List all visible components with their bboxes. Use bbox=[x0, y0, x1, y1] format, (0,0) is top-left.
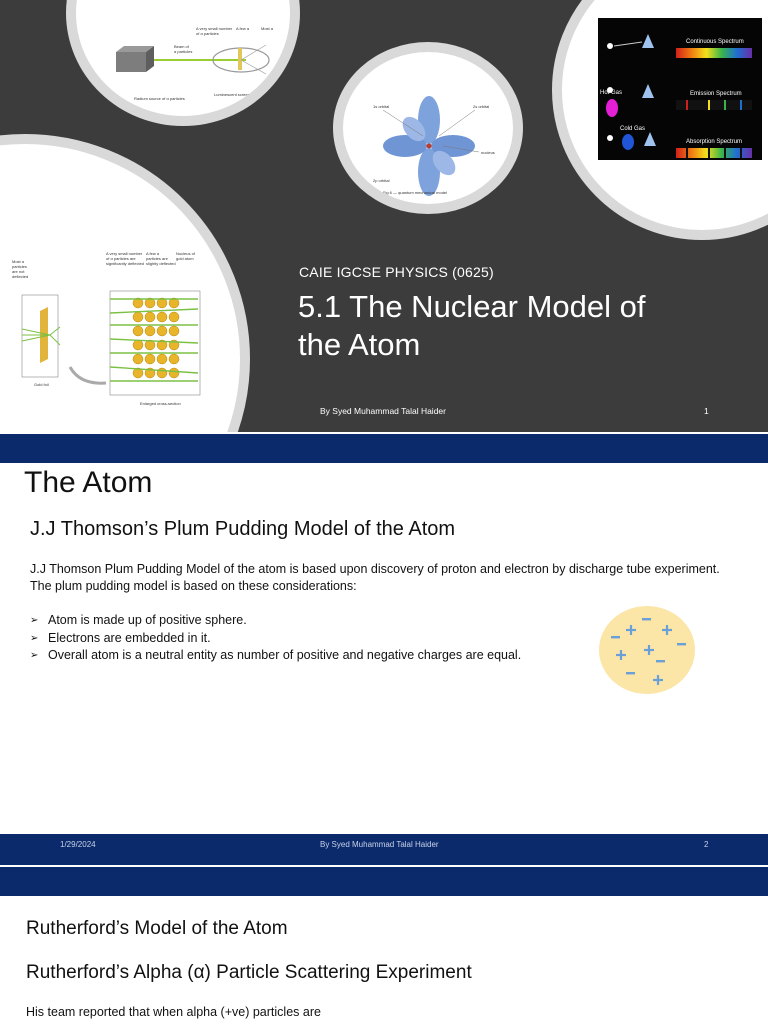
spectrum-label-continuous: Continuous Spectrum bbox=[686, 39, 744, 45]
slide2-footer-bar bbox=[0, 834, 768, 865]
svg-text:A few α: A few α bbox=[236, 26, 250, 31]
svg-text:2s orbital: 2s orbital bbox=[473, 104, 490, 109]
arrow-bullet-icon: ➢ bbox=[30, 632, 39, 644]
slide-subtitle: CAIE IGCSE PHYSICS (0625) bbox=[299, 264, 494, 280]
spectrum-label-absorption: Absorption Spectrum bbox=[686, 139, 743, 145]
hot-gas-label: Hot Gas bbox=[600, 90, 623, 96]
svg-text:Beam of: Beam of bbox=[174, 44, 189, 49]
section-heading: J.J Thomson’s Plum Pudding Model of the Atom bbox=[30, 518, 456, 540]
slide-title: 5.1 The Nuclear Model of the Atom bbox=[298, 289, 646, 362]
svg-text:2p orbital: 2p orbital bbox=[373, 178, 390, 183]
slide-author: By Syed Muhammad Talal Haider bbox=[320, 406, 446, 416]
svg-text:Luminescent screen: Luminescent screen bbox=[214, 92, 250, 97]
setup-image-circle bbox=[66, 0, 300, 126]
svg-text:of α particles: of α particles bbox=[196, 31, 219, 36]
svg-text:A few α: A few α bbox=[146, 251, 160, 256]
title-slide bbox=[0, 0, 768, 432]
svg-text:of α particles are: of α particles are bbox=[106, 256, 136, 261]
list-item bbox=[30, 647, 521, 665]
list-item-text: Atom is made up of positive sphere. bbox=[48, 613, 247, 627]
svg-text:Radium source of α particles: Radium source of α particles bbox=[134, 96, 185, 101]
slide2-header-bar bbox=[0, 434, 768, 463]
footer-author: By Syed Muhammad Talal Haider bbox=[320, 840, 439, 849]
spectra-image-circle bbox=[552, 0, 768, 240]
svg-text:1s orbital: 1s orbital bbox=[373, 104, 390, 109]
list-item bbox=[30, 612, 521, 630]
scattering-setup-diagram bbox=[76, 0, 290, 116]
arrow-bullet-icon: ➢ bbox=[30, 615, 39, 626]
footer-page-number: 2 bbox=[704, 840, 709, 849]
svg-text:slightly deflected: slightly deflected bbox=[146, 261, 176, 266]
orbital-model-diagram bbox=[343, 52, 513, 204]
cold-gas-label: Cold Gas bbox=[620, 126, 646, 132]
svg-text:particles are: particles are bbox=[146, 256, 168, 261]
rutherford-paragraph: His team reported that when alpha (+ve) particles are bbox=[26, 1005, 321, 1019]
svg-text:Fig 6 — quantum mechanical mod: Fig 6 — quantum mechanical model bbox=[383, 190, 448, 195]
svg-text:nucleus: nucleus bbox=[481, 150, 495, 155]
list-item-text: Overall atom is a neutral entity as number of positive and negative charges are equal. bbox=[48, 648, 522, 662]
svg-text:Gold foil: Gold foil bbox=[34, 382, 49, 387]
svg-text:gold atom: gold atom bbox=[176, 256, 194, 261]
orbital-image-circle bbox=[333, 42, 523, 214]
svg-text:Nucleus of: Nucleus of bbox=[176, 251, 195, 256]
alpha-scattering-heading: Rutherford’s Alpha (α) Particle Scattering Experiment bbox=[26, 962, 472, 983]
list-item-text: Electrons are embedded in it. bbox=[48, 630, 211, 645]
svg-text:significantly deflected: significantly deflected bbox=[106, 261, 145, 266]
slide3-header-bar bbox=[0, 867, 768, 896]
plum-pudding-diagram bbox=[598, 604, 696, 696]
svg-text:Enlarged cross-section: Enlarged cross-section bbox=[140, 401, 181, 406]
svg-text:particles: particles bbox=[12, 264, 27, 269]
svg-text:α particles: α particles bbox=[174, 49, 193, 54]
list-item bbox=[30, 630, 521, 648]
spectra-diagram bbox=[562, 0, 768, 230]
page-title: The Atom bbox=[24, 466, 153, 499]
rutherford-model-heading: Rutherford’s Model of the Atom bbox=[26, 918, 288, 939]
svg-text:A very small number: A very small number bbox=[106, 251, 143, 256]
svg-text:A very small number: A very small number bbox=[196, 26, 233, 31]
gold-foil-image-circle bbox=[0, 134, 250, 432]
svg-text:Most α: Most α bbox=[261, 26, 274, 31]
arrow-bullet-icon: ➢ bbox=[30, 650, 39, 661]
svg-text:Thin gold foil: Thin gold foil bbox=[252, 92, 275, 97]
gold-foil-diagram bbox=[0, 144, 240, 432]
svg-text:Most α: Most α bbox=[12, 259, 25, 264]
intro-paragraph: J.J Thomson Plum Pudding Model of the atom is based upon discovery of proton and electron by discharge tube experiment. The plum pudding model is based on these considerations: bbox=[30, 562, 720, 593]
slide-number: 1 bbox=[704, 406, 709, 416]
footer-date: 1/29/2024 bbox=[60, 840, 96, 849]
spectrum-label-emission: Emission Spectrum bbox=[690, 91, 742, 97]
svg-text:are not: are not bbox=[12, 269, 25, 274]
svg-text:deflected: deflected bbox=[12, 274, 29, 279]
considerations-list bbox=[30, 612, 521, 665]
